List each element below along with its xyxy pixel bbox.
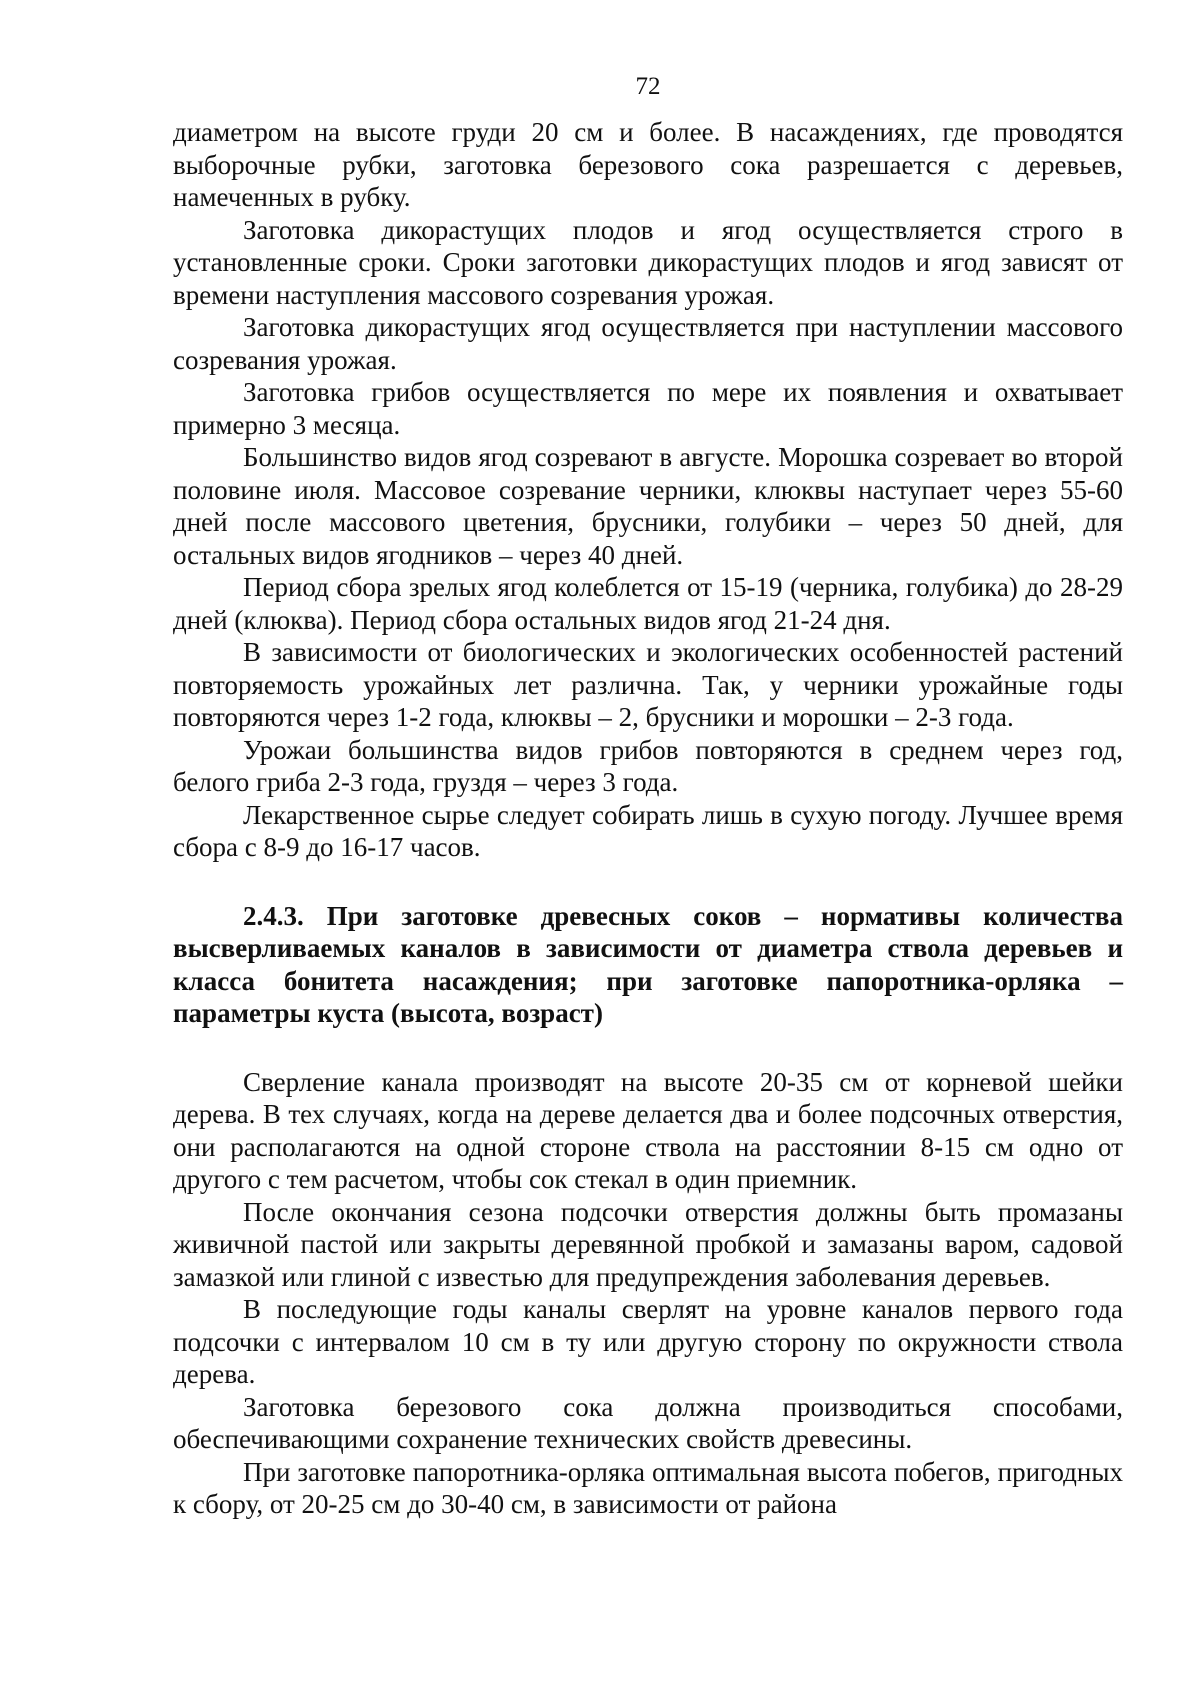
paragraph: диаметром на высоте груди 20 см и более. В насаждениях, где проводятся выборочные рубки, заготовка березового сока разрешается с деревьев, намеченных в рубку. (173, 117, 1123, 212)
paragraph: В зависимости от биологических и экологических особенностей растений повторяемость урожайных лет различна. Так, у черники урожайные годы повторяются через 1-2 года, клюквы – 2, брусники и морошки – 2-3 года. (173, 637, 1123, 732)
paragraph: Заготовка дикорастущих плодов и ягод осуществляется строго в установленные сроки. Сроки заготовки дикорастущих плодов и ягод зависят от времени наступления массового созревания урожая. (173, 214, 1123, 310)
paragraph: Заготовка грибов осуществляется по мере их появления и охватывает примерно 3 месяца. (173, 377, 1123, 440)
paragraph: Лекарственное сырье следует собирать лишь в сухую погоду. Лучшее время сбора с 8-9 до 16-17 часов. (173, 799, 1123, 862)
paragraph: Заготовка дикорастущих ягод осуществляется при наступлении массового созревания урожая. (173, 312, 1123, 375)
paragraph: При заготовке папоротника-орляка оптимальная высота побегов, пригодных к сбору, от 20-25 см до 30-40 см, в зависимости от района (173, 1456, 1123, 1519)
paragraph: Сверление канала производят на высоте 20-35 см от корневой шейки дерева. В тех случаях, когда на дереве делается два и более подсочных отверстия, они располагаются на одной стороне ствола на расстоянии 8-15 см одно от другого с тем расчетом, чтобы сок стекал в один приемник. (173, 1066, 1123, 1194)
page-number: 72 (635, 73, 661, 100)
document-body (173, 116, 1123, 1521)
paragraph: После окончания сезона подсочки отверстия должны быть промазаны живичной пастой или закрыты деревянной пробкой и замазаны варом, садовой замазкой или глиной с известью для предупреждения заболевания деревьев. (173, 1196, 1123, 1292)
paragraph: Заготовка березового сока должна производиться способами, обеспечивающими сохранение технических свойств древесины. (173, 1391, 1123, 1454)
paragraph: Большинство видов ягод созревают в августе. Морошка созревает во второй половине июля. Массовое созревание черники, клюквы наступает через 55-60 дней после массового цветения, брусники, голубики – через 50 дней, для остальных видов ягодников – через 40 дней. (173, 442, 1123, 570)
paragraph: Урожаи большинства видов грибов повторяются в среднем через год, белого гриба 2-3 года, груздя – через 3 года. (173, 734, 1123, 797)
section-heading: 2.4.3. При заготовке древесных соков – нормативы количества высверливаемых каналов в зависимости от диаметра ствола деревьев и класса бонитета насаждения; при заготовке папоротника-орляка – параметры куста (высота, возраст) (173, 900, 1123, 1028)
paragraph: В последующие годы каналы сверлят на уровне каналов первого года подсочки с интервалом 10 см в ту или другую сторону по окружности ствола дерева. (173, 1294, 1123, 1389)
paragraph: Период сбора зрелых ягод колеблется от 15-19 (черника, голубика) до 28-29 дней (клюква). Период сбора остальных видов ягод 21-24 дня. (173, 572, 1123, 635)
